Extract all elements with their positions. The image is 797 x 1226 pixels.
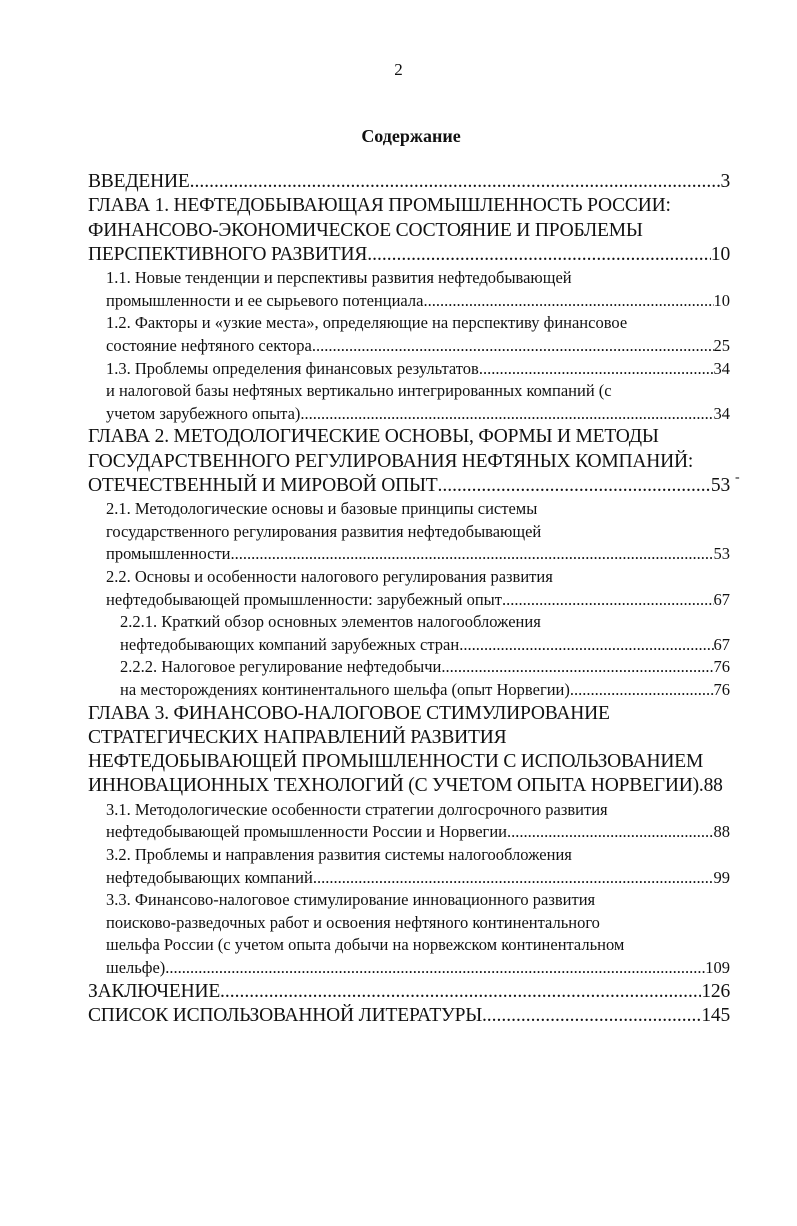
toc-line xyxy=(88,290,730,313)
toc-entry[interactable] xyxy=(88,312,730,357)
toc-leader-dots xyxy=(459,634,713,657)
toc-line xyxy=(88,335,730,358)
toc-entry[interactable] xyxy=(88,358,730,426)
toc-line xyxy=(88,726,730,750)
toc-entry-text: учетом зарубежного опыта) xyxy=(106,403,301,423)
toc-entry-text: шельфа России (с учетом опыта добычи на норвежском континентальном xyxy=(106,935,625,955)
toc-line xyxy=(88,543,730,566)
toc-page-number: 53 xyxy=(713,544,730,564)
toc-page-number: 34 xyxy=(713,358,730,378)
toc-entry-text: СПИСОК ИСПОЛЬЗОВАННОЙ ЛИТЕРАТУРЫ. xyxy=(88,1004,487,1026)
toc-entry-text: нефтедобывающих компаний xyxy=(106,867,313,887)
toc-page-number: 3 xyxy=(720,171,730,192)
toc-leader-dots xyxy=(312,335,714,358)
toc-entry-text: 2.1. Методологические основы и базовые принципы системы xyxy=(106,499,538,519)
toc-entry-text: государственного регулирования развития нефтедобывающей xyxy=(106,521,542,541)
toc-entry[interactable] xyxy=(88,566,730,611)
toc-entry-text: и налоговой базы нефтяных вертикально интегрированных компаний (с xyxy=(106,381,612,401)
toc-page-number: 34 xyxy=(713,403,730,423)
toc-line xyxy=(88,403,730,426)
toc-line xyxy=(88,656,730,679)
toc-entry-text: ФИНАНСОВО-ЭКОНОМИЧЕСКОЕ СОСТОЯНИЕ И ПРОБЛЕМЫ xyxy=(88,219,643,241)
toc-page-number: 53 xyxy=(710,474,730,496)
toc-page-number: 76 xyxy=(713,679,730,699)
toc-entry-text: ИННОВАЦИОННЫХ ТЕХНОЛОГИЙ (С УЧЕТОМ ОПЫТА НОРВЕГИИ).88 xyxy=(88,775,723,797)
toc-line xyxy=(88,312,730,335)
toc-page-number: 99 xyxy=(713,867,730,887)
toc-entry[interactable] xyxy=(88,267,730,312)
toc-line xyxy=(88,750,730,774)
toc-page-number: 145 xyxy=(701,1004,730,1026)
toc-line xyxy=(88,844,730,867)
toc-line xyxy=(88,679,730,702)
toc-line xyxy=(88,425,730,449)
toc-entry-text: 2.2. Основы и особенности налогового регулирования развития xyxy=(106,567,553,587)
toc-leader-dots xyxy=(570,679,714,702)
toc-entry[interactable] xyxy=(88,194,730,267)
toc-line xyxy=(88,267,730,290)
toc-line xyxy=(88,566,730,589)
toc-entry-text: 3.3. Финансово-налоговое стимулирование инновационного развития xyxy=(106,890,596,910)
table-of-contents xyxy=(88,170,730,1028)
toc-entry-text: на месторождениях континентального шельфа (опыт Норвегии) xyxy=(120,679,570,699)
toc-line xyxy=(88,521,730,544)
toc-entry-text: ГОСУДАРСТВЕННОГО РЕГУЛИРОВАНИЯ НЕФТЯНЫХ КОМПАНИЙ: xyxy=(88,450,694,472)
toc-leader-dots xyxy=(231,543,714,566)
toc-entry[interactable] xyxy=(88,844,730,889)
toc-line xyxy=(88,498,730,521)
toc-line xyxy=(88,867,730,890)
toc-leader-dots xyxy=(479,358,714,381)
toc-line xyxy=(88,889,730,912)
toc-entry-text: НЕФТЕДОБЫВАЮЩЕЙ ПРОМЫШЛЕННОСТИ С ИСПОЛЬЗОВАНИЕМ xyxy=(88,751,704,773)
toc-line xyxy=(88,934,730,957)
toc-line xyxy=(88,774,730,798)
toc-entry-text: ВВЕДЕНИЕ xyxy=(88,171,190,192)
toc-leader-dots xyxy=(502,589,714,612)
toc-entry[interactable] xyxy=(88,889,730,979)
page-number: 2 xyxy=(394,60,403,79)
toc-line xyxy=(88,821,730,844)
toc-page-number: 25 xyxy=(713,335,730,355)
toc-entry-text: состояние нефтяного сектора xyxy=(106,335,312,355)
toc-entry[interactable] xyxy=(88,980,730,1004)
toc-entry-text: шельфе) xyxy=(106,957,166,977)
toc-entry-text: 1.1. Новые тенденции и перспективы развития нефтедобывающей xyxy=(106,268,572,288)
toc-entry-text: СТРАТЕГИЧЕСКИХ НАПРАВЛЕНИЙ РАЗВИТИЯ xyxy=(88,726,507,748)
toc-line xyxy=(88,957,730,980)
toc-line xyxy=(88,450,730,474)
toc-entry[interactable] xyxy=(88,799,730,844)
toc-line xyxy=(88,702,730,726)
toc-line xyxy=(88,634,730,657)
toc-page-number: 76 xyxy=(713,657,730,677)
toc-entry-text: поисково-разведочных работ и освоения нефтяного континентального xyxy=(106,912,600,932)
toc-line xyxy=(88,219,730,243)
toc-entry-text: 1.3. Проблемы определения финансовых результатов xyxy=(106,358,479,378)
toc-entry[interactable] xyxy=(88,611,730,656)
toc-page-number: 10 xyxy=(713,290,730,310)
toc-entry-text: промышленности и ее сырьевого потенциала xyxy=(106,290,424,310)
toc-entry-text: 3.1. Методологические особенности стратегии долгосрочного развития xyxy=(106,799,608,819)
toc-entry-text: нефтедобывающей промышленности: зарубежный опыт xyxy=(106,589,502,609)
toc-page-number: 67 xyxy=(713,589,730,609)
toc-page-number: 10 xyxy=(710,243,730,265)
toc-leader-dots xyxy=(487,1004,702,1028)
toc-leader-dots xyxy=(438,474,711,498)
toc-entry-text: ГЛАВА 1. НЕФТЕДОБЫВАЮЩАЯ ПРОМЫШЛЕННОСТЬ РОССИИ: xyxy=(88,195,671,217)
toc-leader-dots xyxy=(300,403,713,426)
toc-leader-dots xyxy=(190,170,721,194)
toc-leader-dots xyxy=(441,656,713,679)
toc-page-number: 67 xyxy=(713,634,730,654)
toc-line xyxy=(88,358,730,381)
toc-entry[interactable] xyxy=(88,656,730,701)
toc-leader-dots xyxy=(220,980,701,1004)
toc-line xyxy=(88,1004,730,1028)
toc-line xyxy=(88,380,730,403)
toc-leader-dots xyxy=(313,867,714,890)
toc-entry[interactable] xyxy=(88,1004,730,1028)
toc-entry[interactable] xyxy=(88,498,730,566)
toc-line xyxy=(88,474,730,498)
toc-entry-text: 1.2. Факторы и «узкие места», определяющие на перспективу финансовое xyxy=(106,313,628,333)
toc-line xyxy=(88,194,730,218)
toc-entry-text: ГЛАВА 3. ФИНАНСОВО-НАЛОГОВОЕ СТИМУЛИРОВАНИЕ xyxy=(88,702,610,724)
toc-entry[interactable] xyxy=(88,425,730,498)
toc-entry-text: ГЛАВА 2. МЕТОДОЛОГИЧЕСКИЕ ОСНОВЫ, ФОРМЫ И МЕТОДЫ xyxy=(88,426,659,448)
toc-page-number: 109 xyxy=(705,957,730,977)
toc-line xyxy=(88,170,730,194)
toc-line xyxy=(88,980,730,1004)
toc-page-number: 88 xyxy=(713,822,730,842)
toc-line xyxy=(88,243,730,267)
toc-entry-text: нефтедобывающих компаний зарубежных стран xyxy=(120,634,460,654)
toc-entry[interactable] xyxy=(88,702,730,799)
toc-entry-text: 2.2.1. Краткий обзор основных элементов налогообложения xyxy=(120,612,541,632)
toc-entry-text: 3.2. Проблемы и направления развития системы налогообложения xyxy=(106,844,572,864)
page-title: Содержание xyxy=(361,126,461,146)
toc-entry-text: ОТЕЧЕСТВЕННЫЙ И МИРОВОЙ ОПЫТ xyxy=(88,474,438,496)
toc-entry-text: ПЕРСПЕКТИВНОГО РАЗВИТИЯ xyxy=(88,243,368,265)
toc-leader-dots xyxy=(367,243,711,267)
toc-line xyxy=(88,611,730,634)
toc-line xyxy=(88,799,730,822)
toc-entry-text: нефтедобывающей промышленности России и Норвегии xyxy=(106,822,507,842)
toc-line xyxy=(88,589,730,612)
toc-leader-dots xyxy=(507,821,714,844)
toc-leader-dots xyxy=(423,290,713,313)
toc-page-number: 126 xyxy=(701,980,730,1002)
toc-entry-text: промышленности xyxy=(106,544,231,564)
toc-leader-dots xyxy=(165,957,705,980)
toc-line xyxy=(88,912,730,935)
toc-entry-text: 2.2.2. Налоговое регулирование нефтедобычи xyxy=(120,657,442,677)
toc-entry-text: ЗАКЛЮЧЕНИЕ xyxy=(88,980,221,1002)
margin-mark: - xyxy=(735,470,740,485)
toc-entry[interactable] xyxy=(88,170,730,194)
